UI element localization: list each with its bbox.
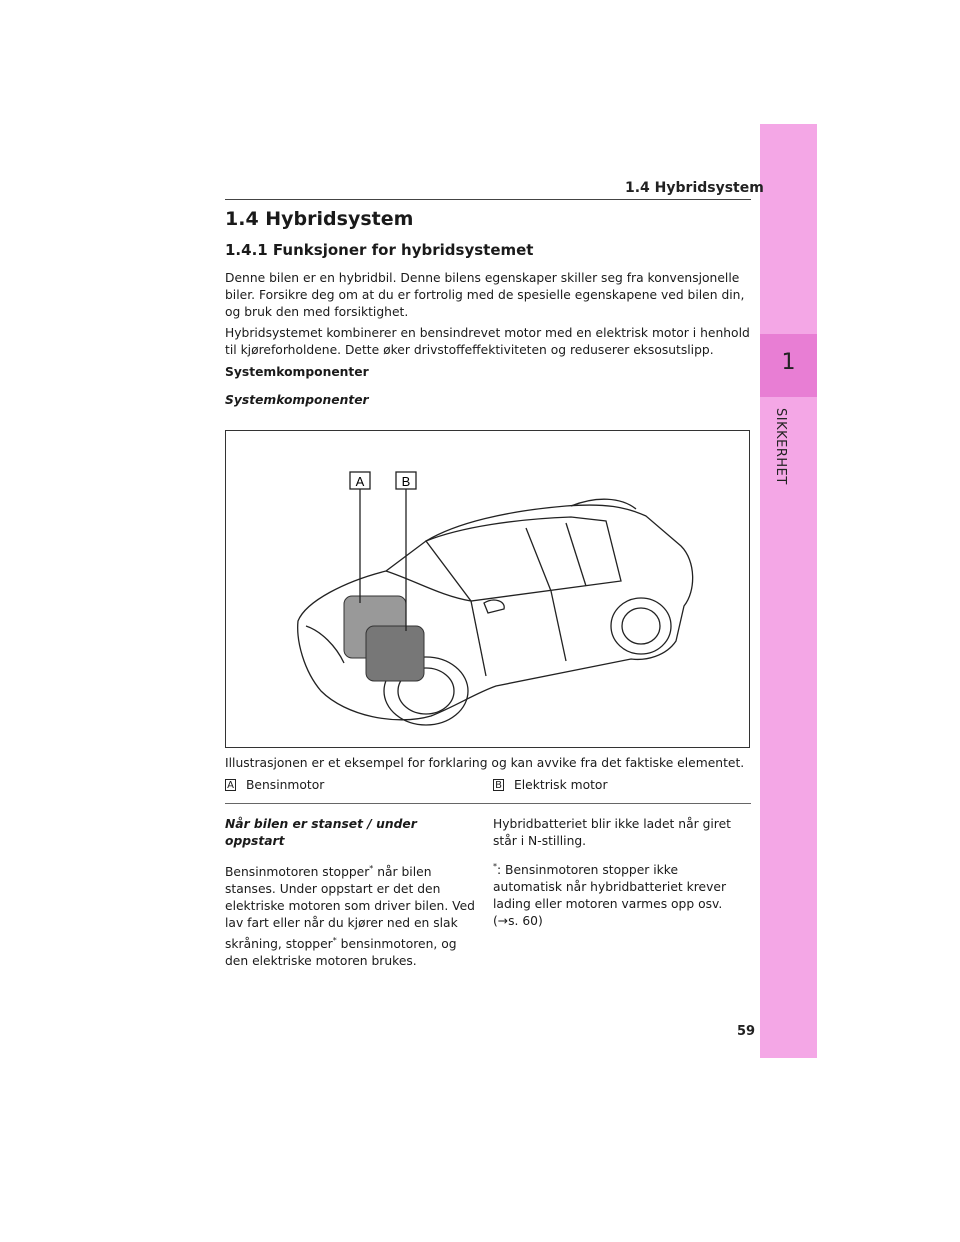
- footnote-mark: *: [369, 864, 374, 873]
- left-column: [225, 816, 475, 978]
- hybrid-paragraph: Hybridsystemet kombinerer en bensindrevet motor med en elektrisk motor i henhold til kjøreforholdene. Dette øker drivstoffeffektiviteten og reduserer eksosutslipp.: [225, 326, 750, 357]
- legend-label-b: Elektrisk motor: [514, 778, 608, 792]
- chapter-label: SIKKERHET: [773, 408, 788, 485]
- header-divider: [225, 199, 751, 200]
- running-head: 1.4 Hybridsystem: [625, 180, 764, 196]
- left-column-text: [225, 860, 475, 970]
- right-column: [493, 816, 743, 938]
- car-drawing: [226, 431, 749, 747]
- callout-b: B: [401, 474, 411, 489]
- legend-key-b: B: [493, 779, 504, 791]
- page-number: 59: [737, 1024, 756, 1039]
- left-text-3: bensinmotoren, og den elektriske motoren brukes.: [225, 937, 457, 969]
- section-subtitle: 1.4.1 Funksjoner for hybridsystemet: [225, 241, 534, 259]
- chapter-number: 1: [781, 350, 796, 375]
- footnote: [493, 858, 743, 930]
- figure-title: Systemkomponenter: [225, 393, 369, 407]
- page-reference-link[interactable]: (→s. 60): [493, 914, 543, 929]
- left-text-2: når bilen stanses. Under oppstart er det den elektriske motoren som driver bilen. Ved lav fart eller når du kjører ned en slak skråning, stopper: [225, 865, 475, 952]
- column-heading: Når bilen er stanset / under oppstart: [225, 817, 417, 848]
- legend-item-a: [225, 778, 324, 792]
- footnote-text: : Bensinmotoren stopper ikke automatisk når hybridbatteriet krever lading eller motoren varmes opp osv.: [493, 863, 726, 912]
- legend-item-b: [493, 778, 608, 792]
- section-divider: [225, 803, 751, 804]
- intro-paragraph: Denne bilen er en hybridbil. Denne bilens egenskaper skiller seg fra konvensjonelle biler. Forsikre deg om at du er fortrolig med de spesielle egenskapene ved bilen din, og bruk den med forsiktighet.: [225, 271, 745, 319]
- legend-key-a: A: [225, 779, 236, 791]
- section-label: Systemkomponenter: [225, 365, 369, 379]
- figure-caption: Illustrasjonen er et eksempel for forklaring og kan avvike fra det faktiske elementet.: [225, 756, 745, 770]
- chapter-tab: [760, 124, 817, 1058]
- callout-a: A: [355, 474, 365, 489]
- footnote-mark: *: [332, 936, 337, 946]
- page-title: 1.4 Hybridsystem: [225, 208, 414, 230]
- footnote-mark: *: [493, 862, 497, 871]
- left-text-1: Bensinmotoren stopper: [225, 865, 370, 880]
- legend-label-a: Bensinmotor: [246, 778, 325, 792]
- right-column-text: Hybridbatteriet blir ikke ladet når giret står i N-stilling.: [493, 817, 731, 848]
- car-illustration: [225, 430, 750, 748]
